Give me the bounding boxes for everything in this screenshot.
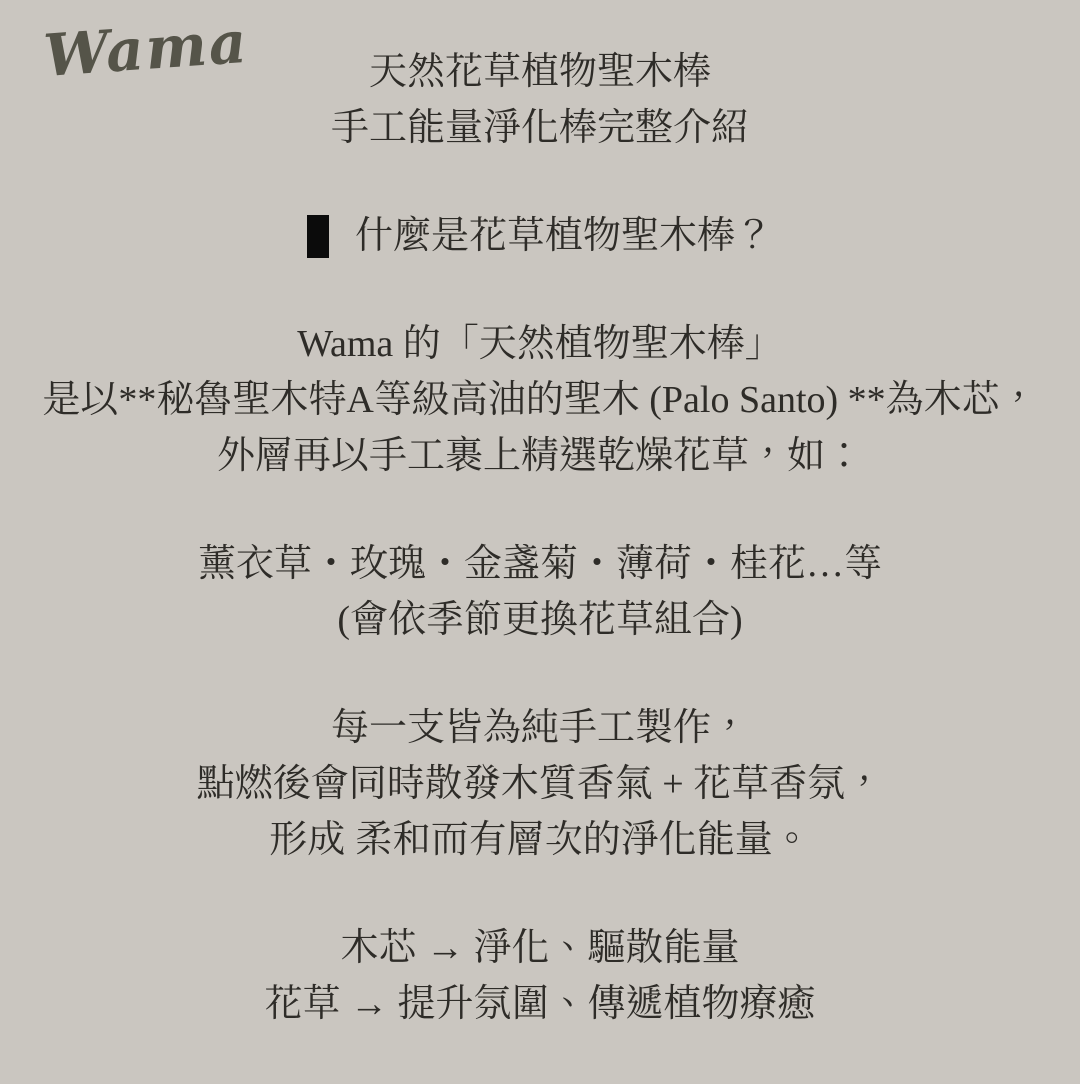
page-title-line-1: 天然花草植物聖木棒 [368, 51, 711, 93]
section-header [0, 208, 1080, 264]
effects-wood-core-line: 木芯 → 淨化、驅散能量 [340, 927, 740, 969]
craft-line-3: 形成 柔和而有層次的淨化能量。 [269, 819, 811, 861]
craft-line-2: 點燃後會同時散發木質香氣 + 花草香氛， [196, 763, 884, 805]
intro-line-3: 外層再以手工裹上精選乾燥花草，如： [216, 435, 863, 477]
section-header-text: 什麼是花草植物聖木棒？ [354, 215, 773, 257]
herbs-paragraph [0, 536, 1080, 648]
intro-line-2: 是以**秘魯聖木特A等級高油的聖木 (Palo Santo) **為木芯， [42, 379, 1038, 421]
intro-paragraph [0, 316, 1080, 484]
section-marker-icon [307, 215, 329, 258]
wama-logo: Wama [41, 7, 251, 90]
herbs-list-line: 薰衣草・玫瑰・金盞菊・薄荷・桂花…等 [197, 543, 882, 585]
craft-line-1: 每一支皆為純手工製作， [330, 707, 749, 749]
page-title-line-2: 手工能量淨化棒完整介紹 [330, 107, 749, 149]
effects-paragraph [0, 920, 1080, 1032]
intro-line-1: Wama 的「天然植物聖木棒」 [297, 323, 783, 365]
craft-paragraph [0, 700, 1080, 868]
effects-herbs-line: 花草 → 提升氛圍、傳遞植物療癒 [264, 983, 816, 1025]
herbs-note-line: (會依季節更換花草組合) [337, 599, 743, 641]
page-title [0, 44, 1080, 156]
